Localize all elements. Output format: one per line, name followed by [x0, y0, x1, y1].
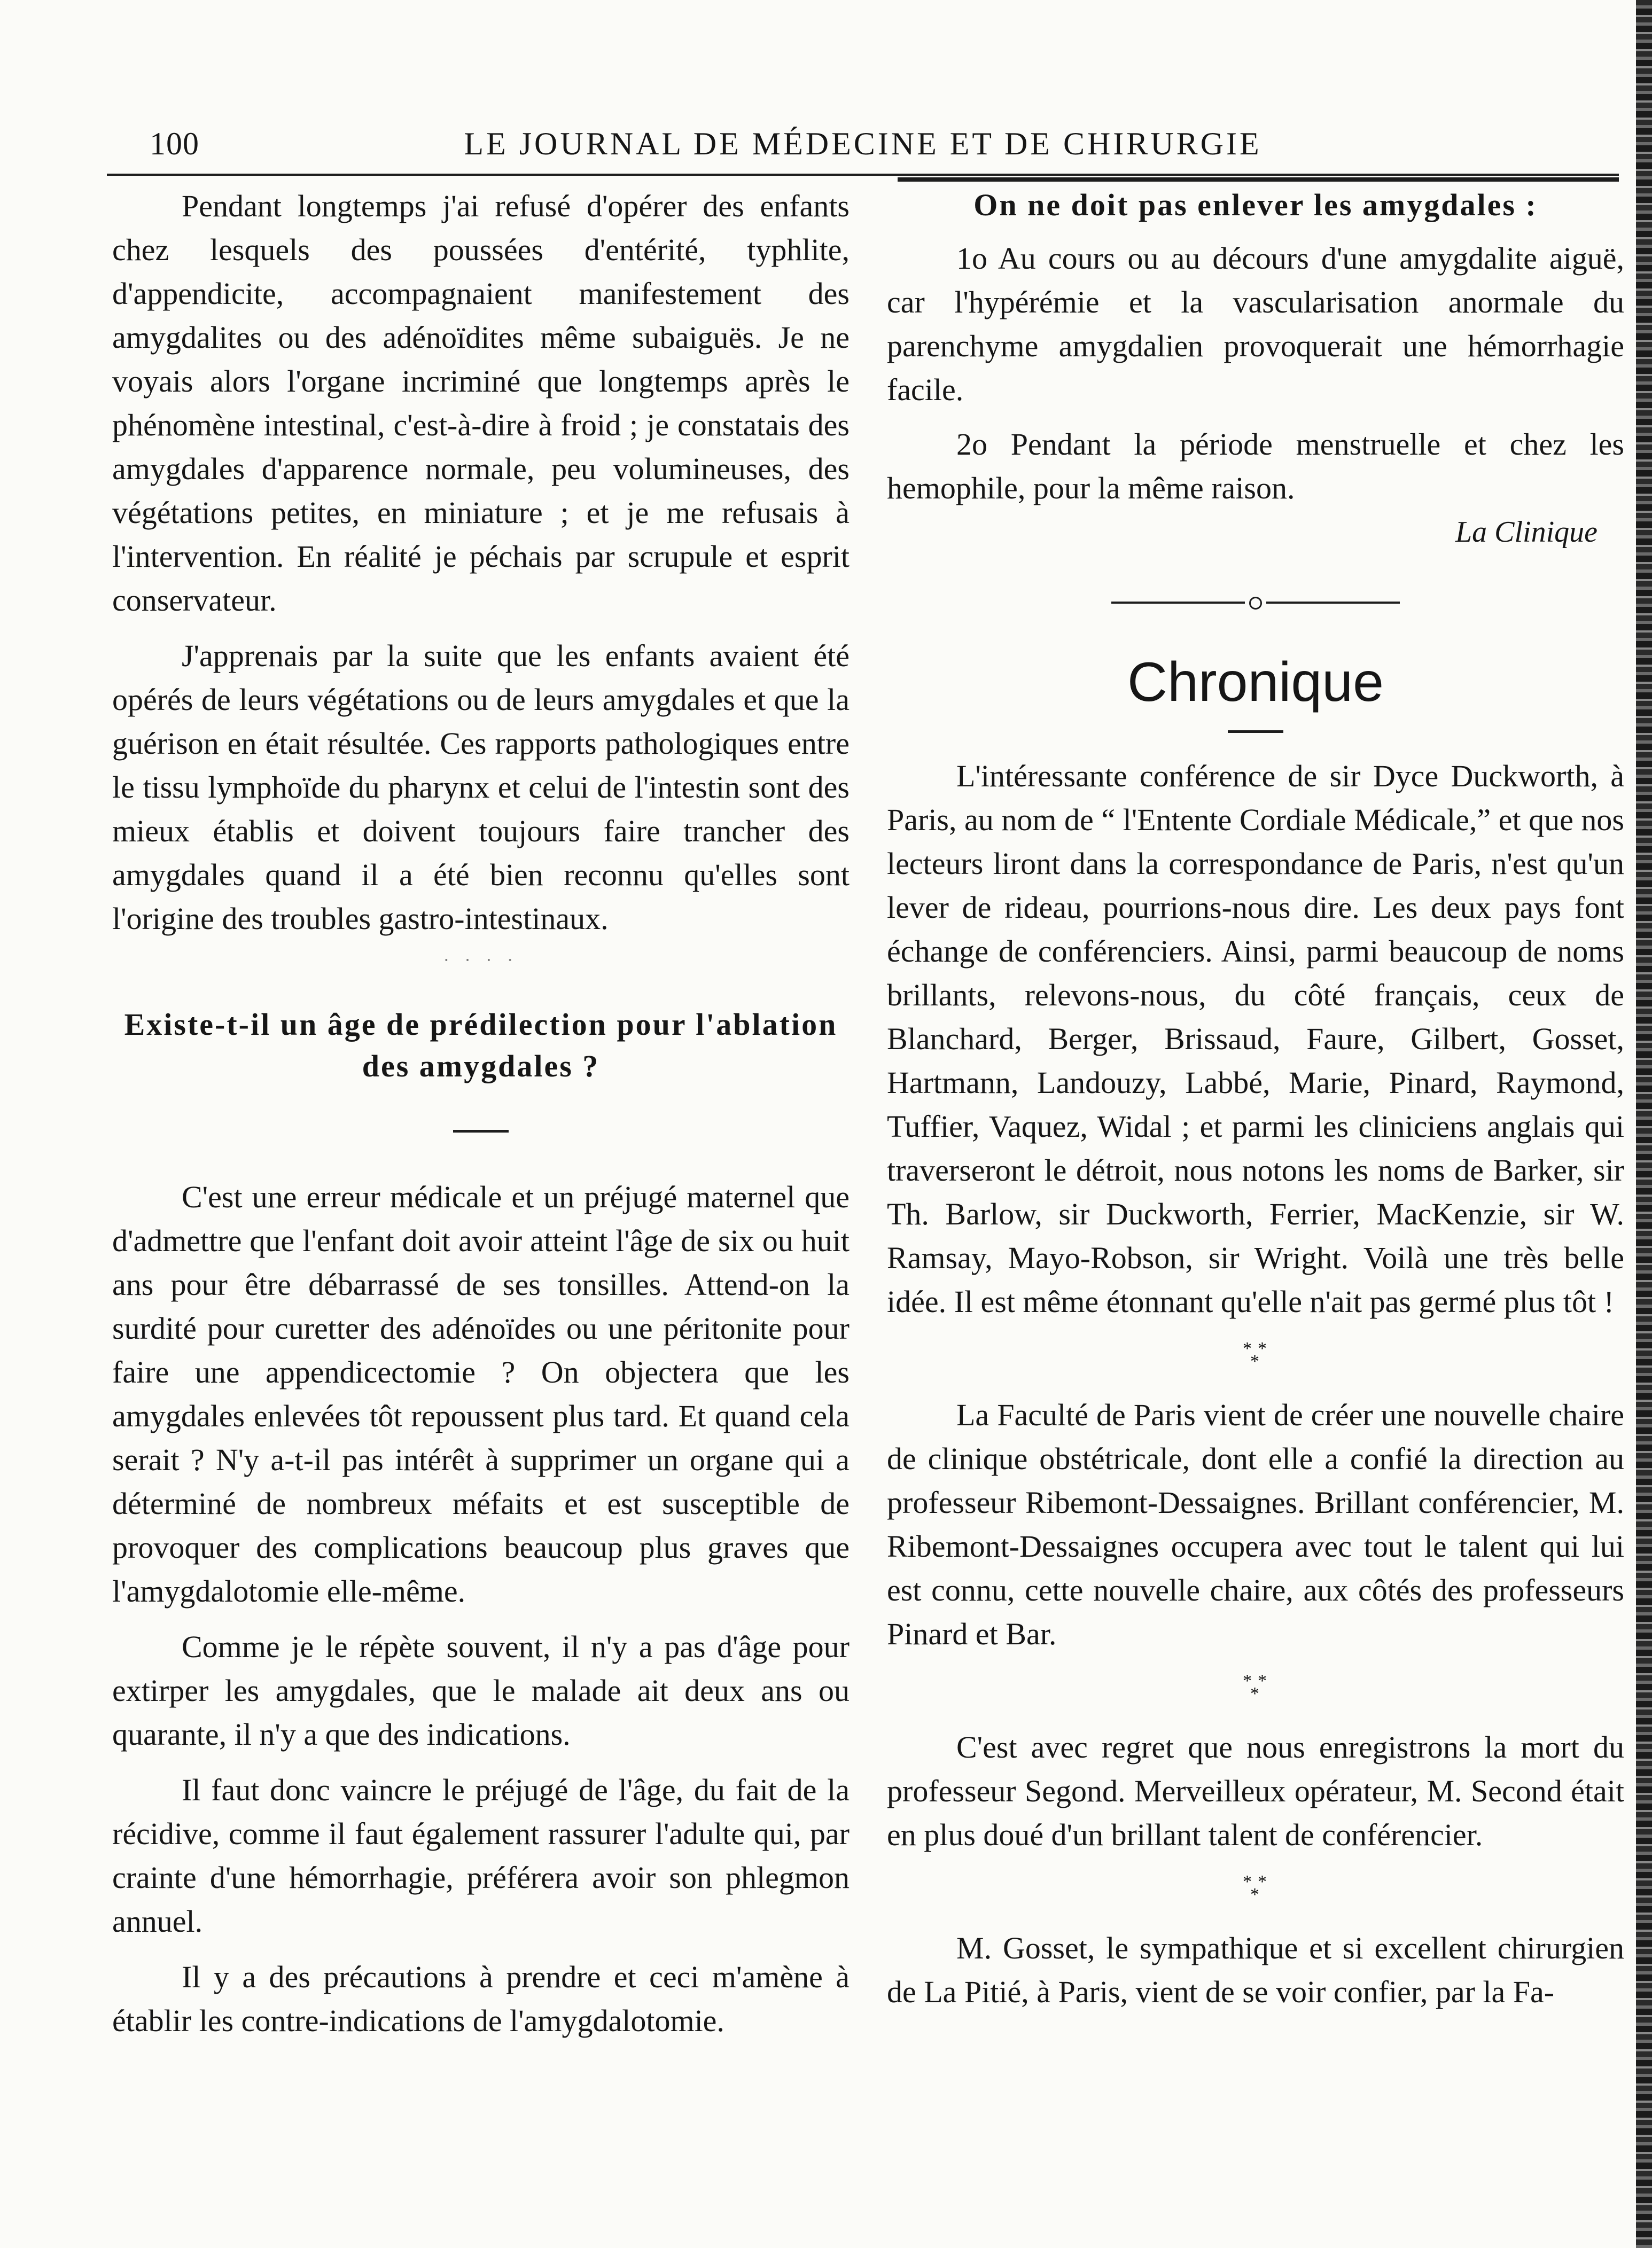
list-item: 2o Pendant la période menstruelle et chez les hemophile, pour la même raison.: [887, 427, 1624, 505]
paragraph: Il y a des précautions à prendre et ceci m'amène à établir les contre-indications de l'amygdalotomie.: [112, 1960, 850, 2038]
asterism: * * *: [1243, 1872, 1267, 1904]
paragraph: L'intéressante conférence de sir Dyce Duckworth, à Paris, au nom de “ l'Entente Cordiale Médicale,” et que nos lecteurs liront dans la correspondance de Paris, n'est qu'un lever de rideau, pourrions-nous dire. Les deux pays font échange de conférenciers. Ainsi, parmi beaucoup de noms brillants, relevons-nous, du côté français, ceux de Blanchard, Berger, Brissaud, Faure, Gilbert, Gosset, Hartmann, Landouzy, Labbé, Marie, Pinard, Raymond, Tuffier, Vaquez, Widal ; et parmi les cliniciens anglais qui traverseront le détroit, nous notons les noms de Barker, sir Th. Barlow, sir Duckworth, Ferrier, MacKenzie, sir W. Ramsay, Mayo-Robson, sir Wright. Voilà une très belle idée. Il est même étonnant qu'elle n'ait pas germé plus tôt !: [887, 759, 1624, 1319]
binding-edge: [1636, 0, 1652, 2248]
asterism: * * *: [1243, 1339, 1267, 1371]
attribution: La Clinique: [1455, 516, 1598, 549]
paragraph: Il faut donc vaincre le préjugé de l'âge, du fait de la récidive, comme il faut également rassurer l'adulte qui, par crainte d'une hémorrhagie, préférera avoir son phlegmon annuel.: [112, 1773, 850, 1939]
paragraph: M. Gosset, le sympathique et si excellent chirurgien de La Pitié, à Paris, vient de se voir confier, par la Fa-: [887, 1931, 1624, 2009]
paragraph: La Faculté de Paris vient de créer une nouvelle chaire de clinique obstétricale, dont elle a confié la direction au professeur Ribemont-Dessaignes. Brillant conférencier, M. Ribemont-Dessaignes occupera avec tout le talent qui lui est connu, cette nouvelle chaire, aux côtés des professeurs Pinard et Bar.: [887, 1398, 1624, 1651]
paragraph: Pendant longtemps j'ai refusé d'opérer des enfants chez lesquels des poussées d'entérité, typhlite, d'appendicite, accompagnaient manifestement des amygdalites ou des adénoïdites même subaiguës. Je ne voyais alors l'organe incriminé que longtemps après le phénomène intestinal, c'est-à-dire à froid ; je constatais des amygdales d'apparence normale, peu volumineuses, des végétations petites, en miniature ; et je me refusais à l'intervention. En réalité je péchais par scrupule et esprit conservateur.: [112, 189, 850, 618]
page-number: 100: [150, 126, 199, 161]
list-item: 1o Au cours ou au décours d'une amygdalite aiguë, car l'hypérémie et la vascularisation anormale du parenchyme amygdalien provoquerait une hémorrhagie facile.: [887, 241, 1624, 407]
chronique-title: Chronique: [1127, 651, 1384, 713]
section-heading: On ne doit pas enlever les amygdales :: [973, 188, 1538, 222]
section-heading: Existe-t-il un âge de prédilection pour l'ablation des amygdales ?: [124, 1007, 838, 1083]
journal-title: LE JOURNAL DE MÉDECINE ET DE CHIRURGIE: [464, 126, 1262, 161]
paragraph: J'apprenais par la suite que les enfants avaient été opérés de leurs végétations ou de leurs amygdales et que la guérison en était résultée. Ces rapports pathologiques entre le tissu lymphoïde du pharynx et celui de l'intestin sont des mieux établis et doivent toujours faire trancher des amygdales quand il a été bien reconnu qu'elles sont l'origine des troubles gastro-intestinaux.: [112, 638, 850, 936]
paragraph: C'est avec regret que nous enregistrons la mort du professeur Segond. Merveilleux opérateur, M. Second était en plus doué d'un brillant talent de conférencier.: [887, 1730, 1624, 1852]
paragraph: C'est une erreur médicale et un préjugé maternel que d'admettre que l'enfant doit avoir atteint l'âge de six ou huit ans pour être débarrassé de ses tonsilles. Attend-on la surdité pour curetter des adénoïdes ou une péritonite pour faire une appendicectomie ? On objectera que les amygdales enlevées tôt repoussent plus tard. Et quand cela serait ? N'y a-t-il pas intérêt à supprimer un organe qui a déterminé de nombreux méfaits et est susceptible de provoquer des complications beaucoup plus graves que l'amygdalotomie elle-même.: [112, 1180, 850, 1609]
section-separator: · · · ·: [443, 950, 519, 970]
asterism: * * *: [1243, 1671, 1267, 1704]
ornamental-divider: [1111, 591, 1400, 613]
header-rule: [107, 174, 1619, 176]
paragraph: Comme je le répète souvent, il n'y a pas d'âge pour extirper les amygdales, que le malade ait deux ans ou quarante, il n'y a que des indications.: [112, 1629, 850, 1752]
left-column: [112, 184, 850, 2043]
header-rule-thick: [898, 177, 1619, 182]
right-column: [887, 184, 1624, 2014]
running-header: [107, 126, 1619, 168]
